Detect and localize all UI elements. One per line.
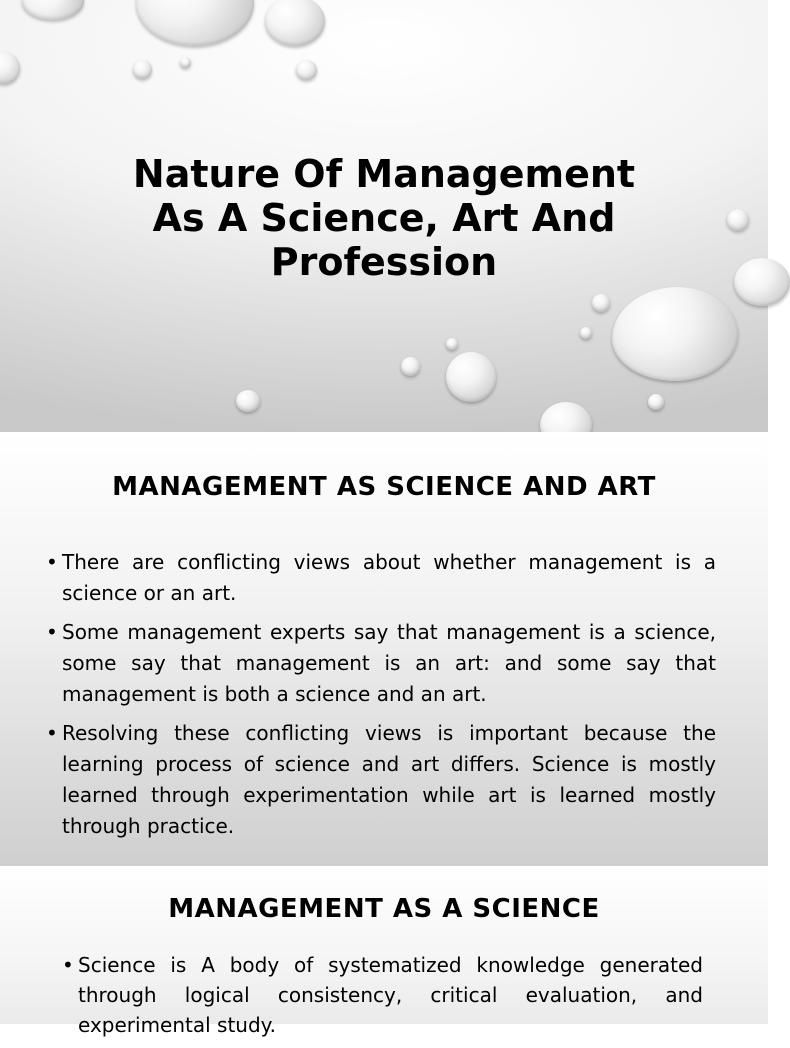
bullet-icon: • (46, 550, 58, 574)
water-droplet (580, 327, 592, 339)
water-droplet (22, 0, 84, 20)
science-and-art-slide (0, 432, 768, 866)
bullet-list (62, 950, 703, 1048)
title-line: Nature Of Management (132, 152, 636, 196)
bullet-icon: • (62, 953, 74, 977)
water-droplet (265, 0, 325, 46)
bullet-icon: • (46, 620, 58, 644)
management-as-science-slide (0, 866, 768, 1037)
water-droplet (236, 390, 260, 412)
water-droplet (133, 60, 152, 79)
bullet-item (62, 950, 703, 1040)
bullet-item (46, 617, 716, 710)
water-droplet (296, 60, 317, 80)
bullet-text: Resolving these conflicting views is important because the learning process of science and art differs. Science is mostly learned through experimentation while art is learned mostly through practice. (62, 721, 716, 838)
water-droplet (612, 287, 738, 381)
slide-heading: MANAGEMENT AS SCIENCE AND ART (112, 472, 656, 502)
water-droplet (0, 52, 20, 84)
bullet-icon: • (46, 721, 58, 745)
water-droplet (648, 394, 664, 410)
title-line: As A Science, Art And (152, 196, 616, 240)
bullet-list (46, 547, 716, 850)
bullet-item (46, 547, 716, 609)
bullet-text: There are conflicting views about whether management is a science or an art. (62, 550, 716, 605)
title-slide (0, 0, 768, 432)
slide-heading: MANAGEMENT AS A SCIENCE (168, 894, 600, 924)
title-line: Profession (270, 240, 498, 284)
bullet-text: Some management experts say that management is a science, some say that management is an art: and some say that management is both a science and an art. (62, 620, 716, 706)
water-droplet (136, 0, 254, 46)
water-droplet (727, 209, 749, 231)
water-droplet (446, 352, 496, 402)
water-droplet (446, 338, 458, 350)
slide-title (60, 152, 708, 284)
bullet-item (46, 718, 716, 842)
water-droplet (180, 57, 191, 68)
water-droplet (401, 357, 420, 376)
water-droplet (592, 294, 610, 312)
bullet-text: Science is A body of systematized knowledge generated through logical consistency, critical evaluation, and experimental study. (78, 953, 703, 1037)
water-droplet (734, 258, 790, 306)
